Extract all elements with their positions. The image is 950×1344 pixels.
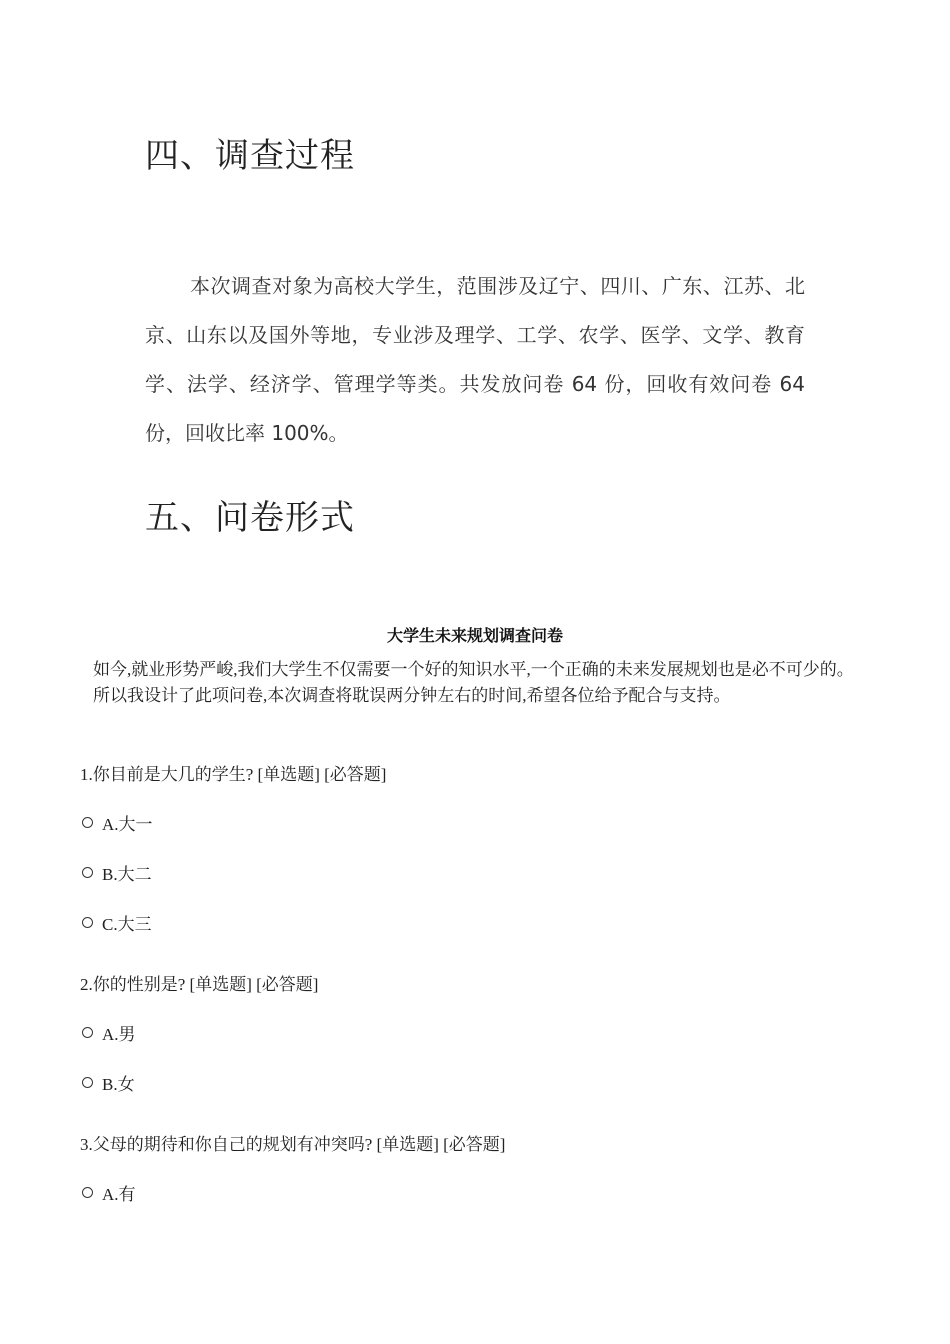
option-c[interactable] <box>80 913 386 937</box>
question-1 <box>80 763 386 937</box>
question-2 <box>80 973 318 1097</box>
radio-button-icon[interactable] <box>82 917 93 928</box>
option-label: B.大二 <box>102 865 152 884</box>
radio-button-icon[interactable] <box>82 1187 93 1198</box>
section-heading-investigation-process: 四、调查过程 <box>145 136 355 176</box>
option-label: A.男 <box>102 1025 136 1044</box>
option-a[interactable] <box>80 813 386 837</box>
question-title: 3.父母的期待和你自己的规划有冲突吗? [单选题] [必答题] <box>80 1135 506 1154</box>
option-a[interactable] <box>80 1023 318 1047</box>
question-title: 2.你的性别是? [单选题] [必答题] <box>80 975 319 994</box>
survey-intro: 如今,就业形势严峻,我们大学生不仅需要一个好的知识水平,一个正确的未来发展规划也是必不可少的。所以我设计了此项问卷,本次调查将耽误两分钟左右的时间,希望各位给予配合与支持。 <box>93 660 854 705</box>
option-b[interactable] <box>80 863 386 887</box>
option-a[interactable] <box>80 1183 505 1207</box>
investigation-paragraph: 本次调查对象为高校大学生，范围涉及辽宁、四川、广东、江苏、北京、山东以及国外等地，专业涉及理学、工学、农学、医学、文学、教育学、法学、经济学、管理学等类。共发放问卷 64 份，回收有效问卷 64 份，回收比率 100%。 <box>145 274 805 445</box>
radio-button-icon[interactable] <box>82 1077 93 1088</box>
survey-title: 大学生未来规划调查问卷 <box>386 626 563 645</box>
question-title: 1.你目前是大几的学生? [单选题] [必答题] <box>80 765 387 784</box>
option-b[interactable] <box>80 1073 318 1097</box>
option-label: C.大三 <box>102 915 152 934</box>
radio-button-icon[interactable] <box>82 1027 93 1038</box>
option-label: A.有 <box>102 1185 136 1204</box>
option-label: B.女 <box>102 1075 135 1094</box>
radio-button-icon[interactable] <box>82 817 93 828</box>
section-heading-questionnaire-form: 五、问卷形式 <box>145 498 355 538</box>
radio-button-icon[interactable] <box>82 867 93 878</box>
question-3 <box>80 1133 505 1207</box>
option-label: A.大一 <box>102 815 153 834</box>
